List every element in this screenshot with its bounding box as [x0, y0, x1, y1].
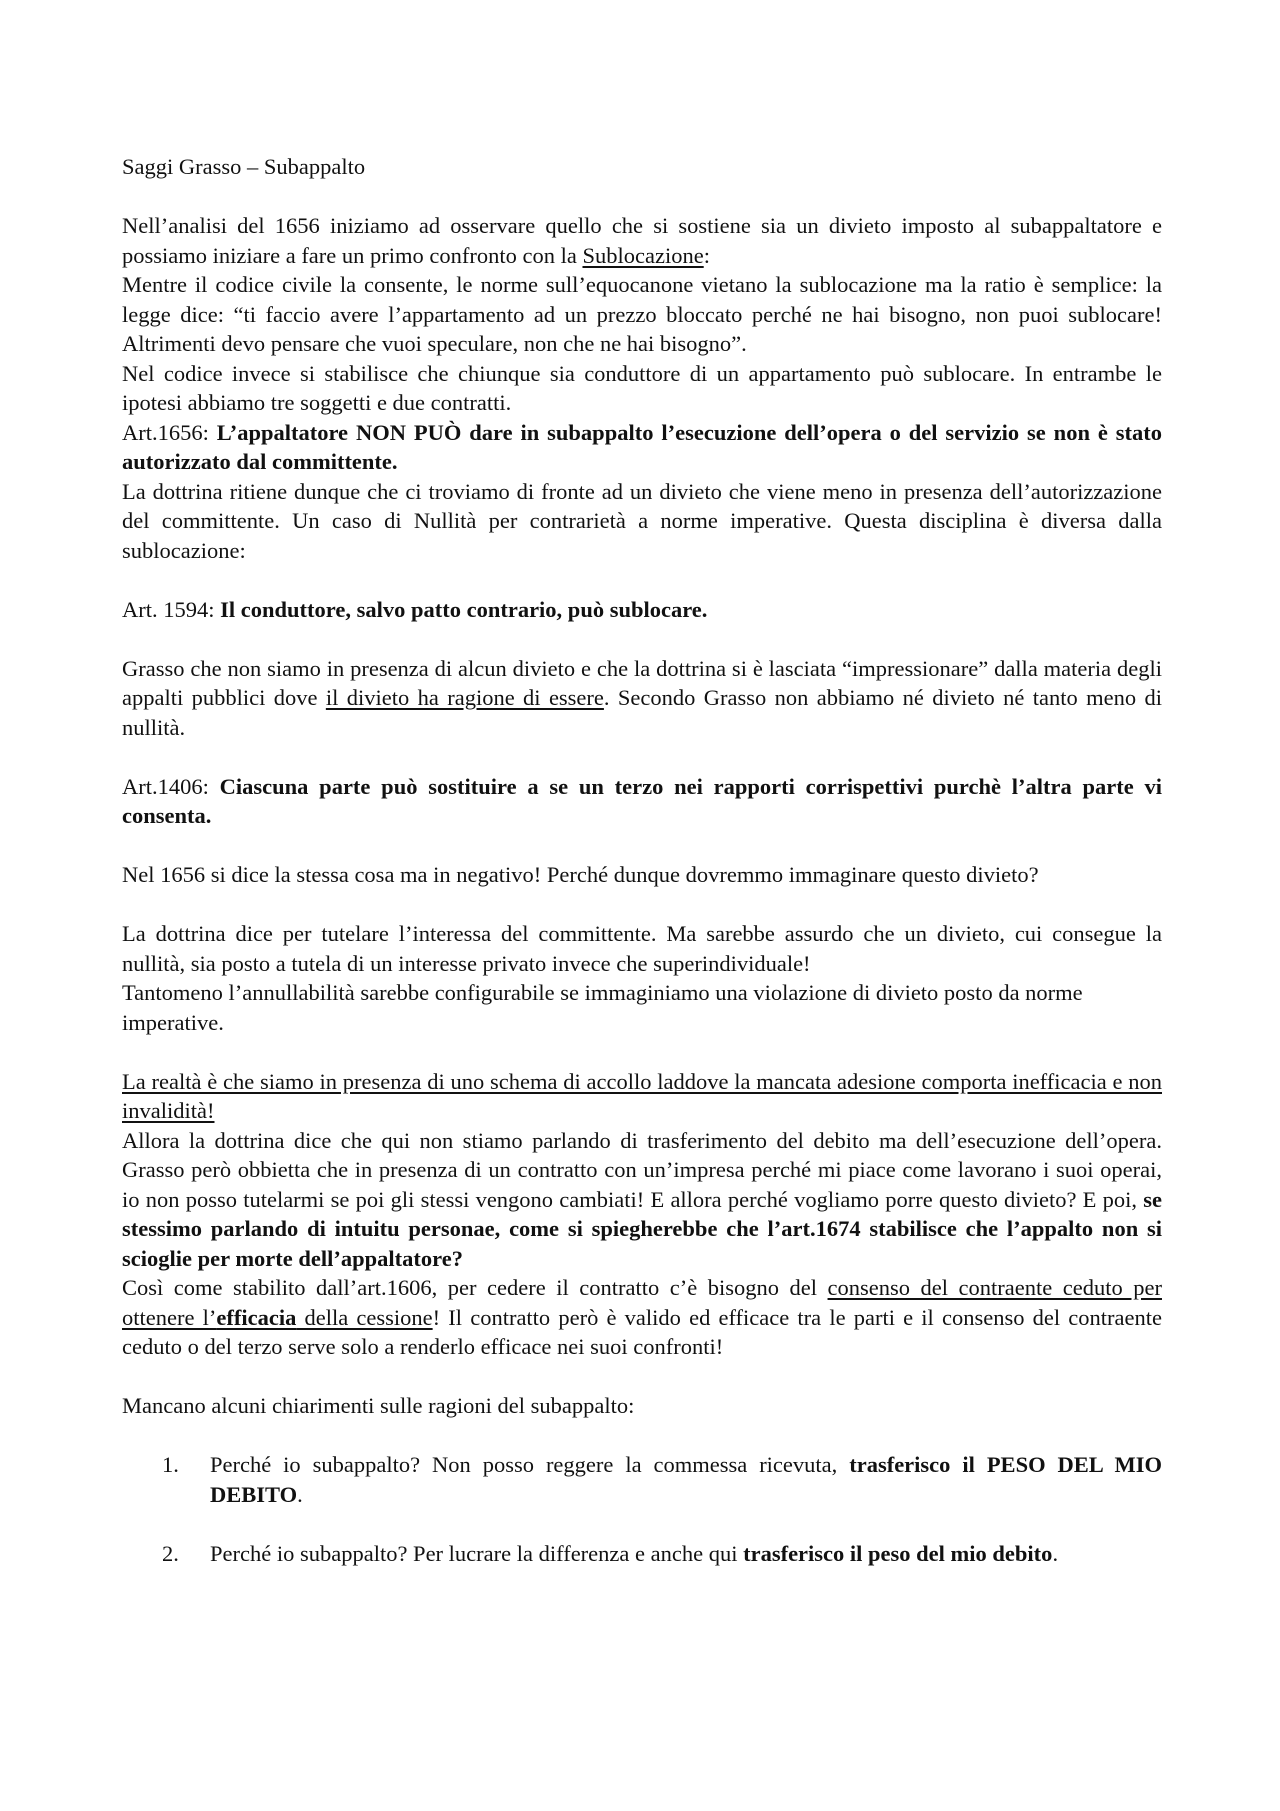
sublocazione-underlined: Sublocazione	[582, 242, 704, 268]
article-label: Art.1656:	[122, 419, 217, 445]
paragraph-grasso	[122, 654, 1162, 743]
bold-phrase: trasferisco il PESO DEL MIO DEBITO	[210, 1452, 1162, 1507]
article-1406	[122, 772, 1162, 831]
article-text: Ciascuna parte può sostituire a se un terzo nei rapporti corrispettivi purchè l’altra parte vi consenta.	[122, 773, 1162, 828]
document-page	[122, 152, 1162, 1568]
list-gap	[122, 1509, 1162, 1539]
underlined-phrase: il divieto ha ragione di essere	[325, 685, 604, 710]
paragraph-equocanone: Mentre il codice civile la consente, le norme sull’equocanone vietano la sublocazione ma la ratio è semplice: la legge dice: “ti faccio avere l’appartamento ad un prezzo bloccato perché ne hai bisogno, non puoi sublocare! Altrimenti devo pensare che vuoi speculare, non che ne hai bisogno”.	[122, 272, 1162, 356]
underlined-bold-word: efficacia	[216, 1304, 297, 1330]
list-number: 2.	[162, 1540, 179, 1566]
paragraph-text: Così come stabilito dall’art.1606, per cedere il contratto c’è bisogno del	[122, 1275, 828, 1300]
paragraph-art1606	[122, 1273, 1162, 1362]
list-text: .	[297, 1481, 303, 1507]
paragraph-text: Nell’analisi del 1656 iniziamo ad osservare quello che si sostiene sia un divieto imposto al subappaltatore e possiamo iniziare a fare un primo confronto con la	[122, 213, 1162, 268]
list-text: .	[1052, 1540, 1059, 1566]
paragraph-text: . Secondo Grasso non abbiamo né divieto né tanto meno di nullità.	[122, 685, 1162, 740]
paragraph-accollo-underlined: La realtà è che siamo in presenza di uno schema di accollo laddove la mancata adesione comporta inefficacia e non invalidità!	[122, 1068, 1162, 1123]
paragraph-negativo: Nel 1656 si dice la stessa cosa ma in negativo! Perché dunque dovremmo immaginare questo divieto?	[122, 862, 1039, 887]
paragraph-tutela: La dottrina dice per tutelare l’interessa del committente. Ma sarebbe assurdo che un divieto, cui consegue la nullità, sia posto a tutela di un interesse privato invece che superindividuale!	[122, 921, 1162, 976]
list-text: Perché io subappalto? Per lucrare la differenza e anche qui	[210, 1540, 744, 1566]
paragraph-text: Allora la dottrina dice che qui non stiamo parlando di trasferimento del debito ma dell’esecuzione dell’opera. Grasso però obbietta che in presenza di un contratto con un’impresa perché mi piace come lavorano i suoi operai, io non posso tutelarmi se poi gli stessi vengono cambiati! E allora perché vogliamo porre questo divieto? E poi,	[122, 1127, 1162, 1212]
article-text: Il conduttore, salvo patto contrario, può sublocare.	[220, 596, 708, 622]
paragraph-intro	[122, 211, 1162, 270]
document-title: Saggi Grasso – Subappalto	[122, 154, 366, 179]
paragraph-text: Grasso che non siamo in presenza di alcun divieto e che la dottrina si è lasciata “impressionare” dalla materia degli appalti pubblici dove	[122, 655, 1162, 710]
bold-phrase: se stessimo parlando di intuitu personae, come si spiegherebbe che l’art.1674 stabilisce che l’appalto non si scioglie per morte dell’appaltatore?	[122, 1186, 1162, 1271]
article-1656	[122, 418, 1162, 477]
paragraph-dottrina: La dottrina ritiene dunque che ci troviamo di fronte ad un divieto che viene meno in presenza dell’autorizzazione del committente. Un caso di Nullità per contrarietà a norme imperative. Questa disciplina è diversa dalla sublocazione:	[122, 478, 1162, 563]
list-item	[122, 1539, 1162, 1569]
article-1594	[122, 595, 1162, 625]
bold-phrase: trasferisco il peso del mio debito	[743, 1540, 1053, 1566]
paragraph-annullabilita: Tantomeno l’annullabilità sarebbe configurabile se immaginiamo una violazione di divieto posto da norme imperative.	[122, 980, 1083, 1035]
underlined-phrase: della cessione	[296, 1304, 433, 1330]
reasons-list	[122, 1450, 1162, 1568]
article-text: L’appaltatore NON PUÒ dare in subappalto l’esecuzione dell’opera o del servizio se non è stato autorizzato dal committente.	[122, 419, 1162, 474]
article-label: Art. 1594:	[122, 596, 221, 622]
article-label: Art.1406:	[122, 773, 220, 799]
list-item	[122, 1450, 1162, 1509]
list-text: Perché io subappalto? Non posso reggere la commessa ricevuta,	[210, 1452, 850, 1477]
paragraph-intuitu	[122, 1126, 1162, 1274]
paragraph-chiarimenti: Mancano alcuni chiarimenti sulle ragioni del subappalto:	[122, 1393, 635, 1418]
underlined-phrase: consenso del contraente ceduto per ottenere l’	[122, 1275, 1162, 1330]
paragraph-codice: Nel codice invece si stabilisce che chiunque sia conduttore di un appartamento può sublocare. In entrambe le ipotesi abbiamo tre soggetti e due contratti.	[122, 360, 1162, 415]
list-number: 1.	[162, 1452, 179, 1477]
paragraph-text: ! Il contratto però è valido ed efficace tra le parti e il consenso del contraente ceduto o del terzo serve solo a renderlo efficace nei suoi confronti!	[122, 1304, 1162, 1359]
paragraph-text: :	[703, 242, 710, 268]
